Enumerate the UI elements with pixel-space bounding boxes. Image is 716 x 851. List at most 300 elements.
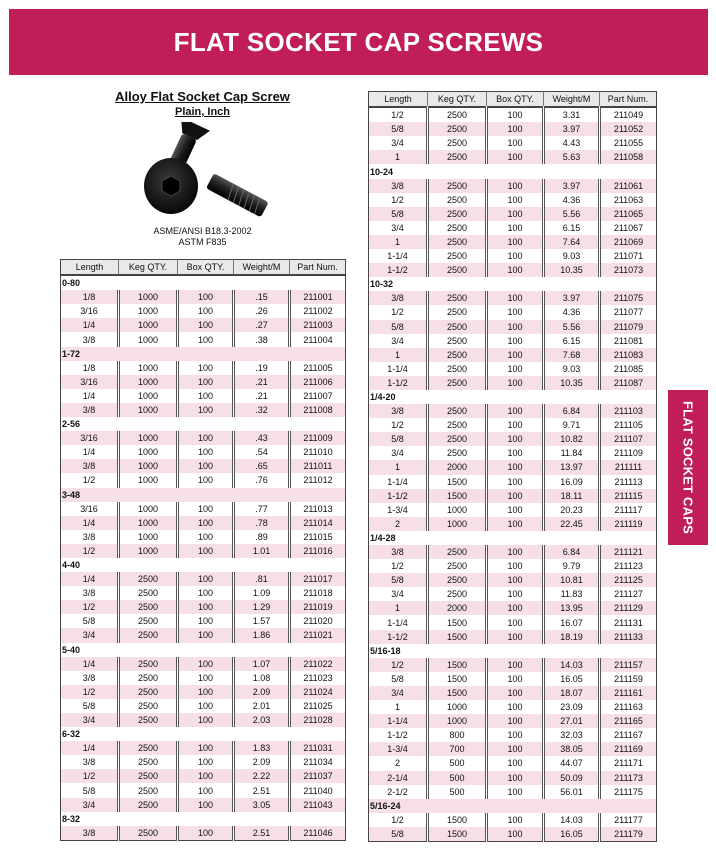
- spec-table-left: [60, 259, 346, 841]
- table-row: [369, 601, 657, 615]
- cell-box-qty: 100: [487, 785, 544, 799]
- cell-keg-qty: 1000: [119, 332, 178, 346]
- cell-length: 1-1/4: [369, 714, 428, 728]
- table-row: [369, 404, 657, 418]
- cell-length: 1-1/2: [369, 728, 428, 742]
- cell-length: 1/2: [61, 600, 119, 614]
- size-label: 5-40: [62, 644, 81, 655]
- cell-box-qty: 100: [178, 459, 234, 473]
- cell-part-num: 211004: [303, 334, 333, 345]
- table-row: [369, 136, 657, 150]
- cell-box-qty: 100: [178, 318, 234, 332]
- cell-length: 5/8: [369, 573, 428, 587]
- cell-box-qty: 100: [178, 516, 234, 530]
- table-row: [369, 742, 657, 756]
- cell-part-num: 211073: [613, 265, 644, 276]
- cell-part-num: 211103: [614, 406, 643, 417]
- table-row: [369, 573, 657, 587]
- cell-keg-qty: 2500: [428, 404, 487, 418]
- cell-keg-qty: 2500: [119, 769, 178, 783]
- cell-keg-qty: 2500: [428, 320, 487, 334]
- cell-keg-qty: 1500: [428, 827, 487, 842]
- cell-length: 1/4: [61, 516, 119, 530]
- cell-length: 5/8: [369, 320, 428, 334]
- cell-weight: 9.79: [544, 559, 600, 573]
- cell-weight: .78: [234, 516, 290, 530]
- cell-weight: .81: [234, 572, 290, 586]
- cell-part-num: 211177: [614, 814, 643, 825]
- table-row: [369, 193, 657, 207]
- table-row: [61, 473, 346, 487]
- product-subtitle: Plain, Inch: [174, 106, 230, 118]
- cell-box-qty: 100: [178, 628, 234, 642]
- table-row: [369, 756, 657, 770]
- cell-box-qty: 100: [487, 756, 544, 770]
- cell-box-qty: 100: [178, 389, 234, 403]
- cell-box-qty: 100: [178, 798, 234, 812]
- cell-part-num: 211171: [614, 758, 643, 769]
- cell-keg-qty: 1000: [119, 530, 178, 544]
- cell-part-num: 211079: [613, 321, 644, 332]
- cell-keg-qty: 2500: [119, 755, 178, 769]
- cell-weight: 6.15: [544, 334, 600, 348]
- cell-box-qty: 100: [178, 304, 234, 318]
- cell-weight: 38.05: [544, 742, 600, 756]
- table-row: [369, 107, 657, 122]
- cell-keg-qty: 2500: [428, 150, 487, 164]
- col-keg-qty: Keg QTY.: [428, 92, 487, 108]
- cell-length: 3/8: [61, 403, 119, 417]
- cell-length: 5/8: [369, 122, 428, 136]
- cell-weight: .19: [234, 361, 290, 375]
- cell-weight: 13.95: [544, 601, 600, 615]
- cell-length: 1-3/4: [369, 503, 428, 517]
- cell-keg-qty: 800: [428, 728, 487, 742]
- cell-length: 1/2: [61, 685, 119, 699]
- table-row: [61, 685, 346, 699]
- cell-part-num: 211125: [614, 575, 643, 586]
- size-label: 1/4-28: [370, 532, 396, 543]
- cell-box-qty: 100: [487, 376, 544, 390]
- col-weight: Weight/M: [544, 92, 600, 108]
- cell-keg-qty: 2500: [119, 586, 178, 600]
- cell-weight: 56.01: [544, 785, 600, 799]
- cell-part-num: 211019: [303, 602, 333, 613]
- table-row: [61, 741, 346, 755]
- table-row: [61, 671, 346, 685]
- cell-length: 1/8: [61, 290, 119, 304]
- cell-weight: .27: [234, 318, 290, 332]
- cell-keg-qty: 2500: [428, 291, 487, 305]
- table-row: [61, 375, 346, 389]
- cell-box-qty: 100: [178, 755, 234, 769]
- cell-length: 1: [369, 460, 428, 474]
- cell-weight: 18.11: [544, 489, 600, 503]
- cell-keg-qty: 1000: [119, 516, 178, 530]
- cell-length: 1/8: [61, 361, 119, 375]
- cell-keg-qty: 2500: [428, 559, 487, 573]
- size-label: 8-32: [62, 813, 81, 824]
- cell-part-num: 211175: [614, 786, 643, 797]
- cell-weight: 5.56: [544, 207, 600, 221]
- cell-box-qty: 100: [487, 193, 544, 207]
- cell-box-qty: 100: [487, 334, 544, 348]
- cell-length: 1/4: [61, 572, 119, 586]
- cell-keg-qty: 2500: [428, 193, 487, 207]
- cell-weight: 13.97: [544, 460, 600, 474]
- cell-length: 1: [369, 601, 428, 615]
- cell-length: 3/16: [61, 304, 119, 318]
- table-row: [61, 783, 346, 797]
- table-row: [61, 628, 346, 642]
- cell-keg-qty: 2500: [119, 657, 178, 671]
- cell-keg-qty: 2500: [428, 179, 487, 193]
- cell-weight: 10.35: [544, 263, 600, 277]
- cell-length: 2-1/4: [369, 771, 428, 785]
- cell-part-num: 211173: [614, 772, 643, 783]
- cell-part-num: 211023: [303, 672, 333, 683]
- cell-box-qty: 100: [178, 600, 234, 614]
- cell-keg-qty: 2500: [428, 376, 487, 390]
- cell-box-qty: 100: [487, 249, 544, 263]
- col-part-num: Part Num.: [600, 92, 657, 108]
- table-row: [369, 460, 657, 474]
- cell-box-qty: 100: [178, 502, 234, 516]
- cell-part-num: 211129: [614, 603, 643, 614]
- cell-box-qty: 100: [178, 783, 234, 797]
- cell-keg-qty: 2500: [119, 685, 178, 699]
- cell-length: 3/8: [61, 671, 119, 685]
- table-row: [369, 517, 657, 531]
- cell-length: 1/2: [369, 418, 428, 432]
- cell-weight: 1.86: [234, 628, 290, 642]
- cell-length: 1/2: [369, 813, 428, 827]
- cell-box-qty: 100: [178, 403, 234, 417]
- col-box-qty: Box QTY.: [487, 92, 544, 108]
- cell-length: 2-1/2: [369, 785, 428, 799]
- standards-note: [60, 226, 345, 248]
- size-group-row: [369, 390, 657, 404]
- cell-keg-qty: 2500: [428, 122, 487, 136]
- cell-box-qty: 100: [178, 657, 234, 671]
- table-row: [61, 502, 346, 516]
- cell-weight: 2.01: [234, 699, 290, 713]
- cell-keg-qty: 1500: [428, 489, 487, 503]
- cell-keg-qty: 2500: [428, 446, 487, 460]
- size-label: 10-32: [370, 279, 394, 290]
- cell-weight: 3.97: [544, 122, 600, 136]
- cell-box-qty: 100: [487, 813, 544, 827]
- cell-box-qty: 100: [178, 431, 234, 445]
- side-tab-label: FLAT SOCKET CAPS: [680, 401, 696, 534]
- cell-length: 5/8: [61, 699, 119, 713]
- cell-weight: 2.09: [234, 685, 290, 699]
- cell-box-qty: 100: [487, 207, 544, 221]
- cell-part-num: 211010: [303, 447, 333, 458]
- size-group-row: [61, 727, 346, 741]
- cell-length: 3/4: [369, 587, 428, 601]
- cell-part-num: 211069: [613, 236, 644, 247]
- cell-box-qty: 100: [178, 473, 234, 487]
- cell-part-num: 211159: [614, 673, 643, 684]
- cell-weight: 18.19: [544, 630, 600, 644]
- cell-box-qty: 100: [487, 601, 544, 615]
- cell-length: 3/8: [369, 545, 428, 559]
- cell-keg-qty: 1000: [119, 502, 178, 516]
- cell-weight: 16.05: [544, 672, 600, 686]
- table-row: [369, 686, 657, 700]
- cell-weight: .43: [234, 431, 290, 445]
- cell-weight: 3.05: [234, 798, 290, 812]
- table-row: [61, 445, 346, 459]
- cell-length: 2: [369, 517, 428, 531]
- cell-length: 5/8: [61, 783, 119, 797]
- cell-weight: 9.71: [544, 418, 600, 432]
- cell-length: 1-1/2: [369, 263, 428, 277]
- standard-astm: ASTM F835: [178, 237, 227, 247]
- cell-box-qty: 100: [487, 291, 544, 305]
- cell-length: 1: [369, 700, 428, 714]
- cell-box-qty: 100: [487, 150, 544, 164]
- cell-length: 1/2: [369, 107, 428, 122]
- cell-box-qty: 100: [178, 572, 234, 586]
- cell-keg-qty: 1000: [428, 517, 487, 531]
- cell-weight: .38: [234, 332, 290, 346]
- col-length: Length: [61, 260, 119, 276]
- size-label: 0-80: [62, 278, 81, 289]
- cell-part-num: 211131: [614, 617, 643, 628]
- cell-weight: 10.35: [544, 376, 600, 390]
- cell-length: 3/8: [369, 291, 428, 305]
- cell-length: 1-3/4: [369, 742, 428, 756]
- cell-weight: 4.43: [544, 136, 600, 150]
- cell-part-num: 211001: [303, 292, 333, 303]
- cell-part-num: 211020: [303, 616, 333, 627]
- table-row: [369, 263, 657, 277]
- size-group-row: [61, 417, 346, 431]
- cell-part-num: 211179: [614, 828, 643, 839]
- cell-weight: 3.97: [544, 291, 600, 305]
- cell-length: 1-1/4: [369, 615, 428, 629]
- spec-table-right: [368, 91, 657, 842]
- table-row: [369, 827, 657, 842]
- cell-weight: 6.84: [544, 404, 600, 418]
- table-row: [369, 249, 657, 263]
- cell-keg-qty: 1500: [428, 813, 487, 827]
- cell-part-num: 211043: [303, 799, 333, 810]
- cell-weight: 16.05: [544, 827, 600, 842]
- cell-box-qty: 100: [487, 179, 544, 193]
- cell-length: 1/4: [61, 445, 119, 459]
- cell-length: 1-1/4: [369, 362, 428, 376]
- cell-box-qty: 100: [487, 728, 544, 742]
- cell-weight: 7.68: [544, 348, 600, 362]
- cell-keg-qty: 2500: [119, 741, 178, 755]
- cell-part-num: 211007: [303, 390, 333, 401]
- cell-box-qty: 100: [487, 446, 544, 460]
- table-row: [61, 657, 346, 671]
- cell-keg-qty: 2500: [119, 614, 178, 628]
- table-row: [61, 290, 346, 304]
- cell-weight: 1.83: [234, 741, 290, 755]
- cell-length: 3/8: [61, 826, 119, 841]
- cell-keg-qty: 1000: [428, 714, 487, 728]
- cell-weight: 27.01: [544, 714, 600, 728]
- cell-box-qty: 100: [487, 107, 544, 122]
- cell-box-qty: 100: [487, 700, 544, 714]
- cell-part-num: 211018: [303, 588, 333, 599]
- cell-weight: 11.84: [544, 446, 600, 460]
- table-row: [369, 432, 657, 446]
- cell-box-qty: 100: [178, 375, 234, 389]
- cell-length: 3/4: [61, 713, 119, 727]
- cell-keg-qty: 2500: [428, 334, 487, 348]
- cell-box-qty: 100: [178, 361, 234, 375]
- table-row: [369, 475, 657, 489]
- cell-length: 1/2: [61, 769, 119, 783]
- cell-box-qty: 100: [178, 544, 234, 558]
- cell-box-qty: 100: [487, 305, 544, 319]
- cell-box-qty: 100: [178, 826, 234, 841]
- cell-part-num: 211012: [303, 475, 333, 486]
- cell-keg-qty: 2500: [428, 432, 487, 446]
- col-weight: Weight/M: [234, 260, 290, 276]
- cell-part-num: 211046: [303, 827, 333, 838]
- cell-weight: .15: [234, 290, 290, 304]
- cell-box-qty: 100: [487, 475, 544, 489]
- cell-part-num: 211009: [303, 433, 333, 444]
- cell-part-num: 211127: [614, 589, 643, 600]
- cell-box-qty: 100: [487, 362, 544, 376]
- cell-length: 3/4: [369, 446, 428, 460]
- cell-keg-qty: 2500: [428, 305, 487, 319]
- cell-part-num: 211034: [303, 757, 333, 768]
- cell-part-num: 211055: [613, 138, 644, 149]
- col-length: Length: [369, 92, 428, 108]
- table-row: [369, 630, 657, 644]
- table-row: [61, 713, 346, 727]
- cell-box-qty: 100: [487, 136, 544, 150]
- cell-length: 5/8: [369, 207, 428, 221]
- cell-part-num: 211109: [614, 448, 643, 459]
- cell-part-num: 211117: [614, 504, 643, 515]
- cell-keg-qty: 2500: [428, 418, 487, 432]
- table-row: [369, 207, 657, 221]
- col-box-qty: Box QTY.: [178, 260, 234, 276]
- table-row: [61, 459, 346, 473]
- cell-keg-qty: 2500: [428, 107, 487, 122]
- cell-weight: 18.07: [544, 686, 600, 700]
- cell-weight: 1.09: [234, 586, 290, 600]
- cell-part-num: 211024: [303, 686, 333, 697]
- cell-length: 5/8: [369, 432, 428, 446]
- cell-box-qty: 100: [487, 122, 544, 136]
- cell-weight: 6.15: [544, 221, 600, 235]
- table-row: [369, 489, 657, 503]
- table-row: [369, 700, 657, 714]
- table-row: [61, 798, 346, 812]
- cell-box-qty: 100: [487, 432, 544, 446]
- table-row: [61, 614, 346, 628]
- cell-box-qty: 100: [178, 769, 234, 783]
- size-group-row: [61, 488, 346, 502]
- cell-box-qty: 100: [178, 671, 234, 685]
- cell-weight: 9.03: [544, 249, 600, 263]
- cell-keg-qty: 2500: [428, 348, 487, 362]
- cell-part-num: 211049: [613, 110, 644, 121]
- cell-keg-qty: 1500: [428, 672, 487, 686]
- cell-keg-qty: 1500: [428, 630, 487, 644]
- cell-weight: 1.01: [234, 544, 290, 558]
- cell-part-num: 211087: [613, 377, 644, 388]
- table-row: [61, 530, 346, 544]
- cell-weight: 1.57: [234, 614, 290, 628]
- table-row: [369, 587, 657, 601]
- cell-keg-qty: 2500: [428, 587, 487, 601]
- cell-part-num: 211063: [613, 194, 644, 205]
- cell-weight: 23.09: [544, 700, 600, 714]
- cell-length: 1/4: [61, 389, 119, 403]
- cell-box-qty: 100: [487, 672, 544, 686]
- cell-keg-qty: 2500: [119, 783, 178, 797]
- cell-part-num: 211061: [613, 180, 644, 191]
- cell-part-num: 211105: [614, 420, 643, 431]
- cell-part-num: 211067: [613, 222, 644, 233]
- size-label: 1-72: [62, 348, 81, 359]
- cell-keg-qty: 1500: [428, 658, 487, 672]
- table-row: [61, 332, 346, 346]
- cell-part-num: 211163: [614, 702, 643, 713]
- table-row: [369, 221, 657, 235]
- cell-part-num: 211022: [303, 658, 333, 669]
- cell-part-num: 211077: [613, 307, 644, 318]
- cell-keg-qty: 1000: [428, 700, 487, 714]
- cell-keg-qty: 1500: [428, 686, 487, 700]
- cell-part-num: 211161: [614, 687, 643, 698]
- table-row: [61, 389, 346, 403]
- cell-length: 1-1/4: [369, 475, 428, 489]
- cell-length: 1/2: [61, 544, 119, 558]
- table-row: [369, 728, 657, 742]
- table-row: [61, 544, 346, 558]
- cell-length: 1/2: [61, 473, 119, 487]
- cell-length: 3/8: [61, 530, 119, 544]
- cell-part-num: 211002: [303, 306, 333, 317]
- cell-part-num: 211071: [613, 251, 644, 262]
- size-group-row: [369, 644, 657, 658]
- table-row: [369, 418, 657, 432]
- cell-keg-qty: 2000: [428, 460, 487, 474]
- cell-part-num: 211157: [614, 659, 643, 670]
- size-label: 5/16-18: [370, 645, 401, 656]
- cell-weight: 14.03: [544, 813, 600, 827]
- cell-part-num: 211013: [303, 503, 333, 514]
- cell-keg-qty: 2500: [119, 713, 178, 727]
- table-row: [369, 503, 657, 517]
- size-group-row: [369, 277, 657, 291]
- cell-part-num: 211065: [613, 208, 644, 219]
- cell-part-num: 211015: [303, 531, 333, 542]
- cell-part-num: 211014: [303, 517, 333, 528]
- cell-length: 1-1/2: [369, 376, 428, 390]
- cell-box-qty: 100: [487, 263, 544, 277]
- cell-part-num: 211052: [613, 124, 644, 135]
- cell-box-qty: 100: [178, 741, 234, 755]
- cell-length: 1/2: [369, 658, 428, 672]
- cell-box-qty: 100: [487, 503, 544, 517]
- cell-box-qty: 100: [487, 489, 544, 503]
- cell-keg-qty: 1000: [119, 389, 178, 403]
